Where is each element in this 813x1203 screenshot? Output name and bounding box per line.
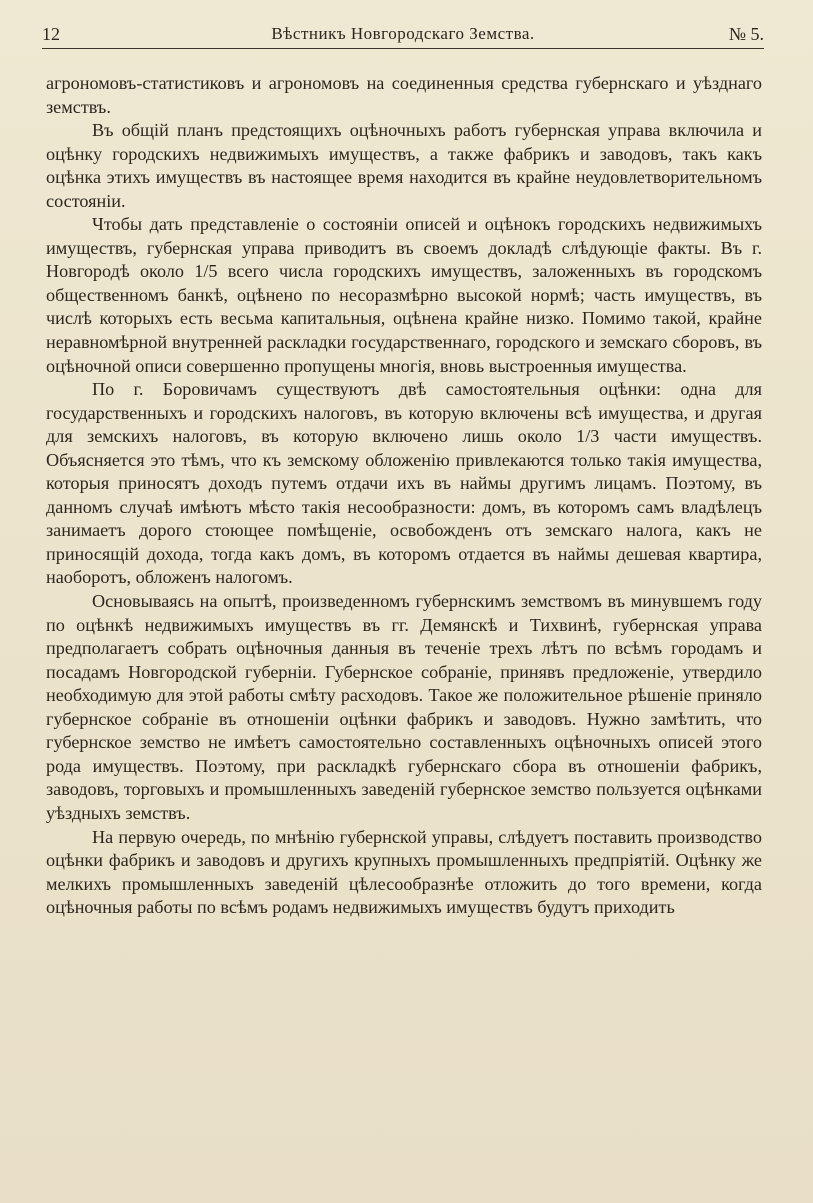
paragraph: По г. Боровичамъ существуютъ двѣ самостоятельныя оцѣнки: одна для государственныхъ и городскихъ налоговъ, въ которую включены всѣ имущества, и другая для земскихъ налоговъ, въ которую включено лишь около 1/3 части имуществъ. Объясняется это тѣмъ, что къ земскому обложенію привлекаются только такія имущества, которыя приносятъ доходъ путемъ отдачи ихъ въ наймы другимъ лицамъ. Поэтому, въ данномъ случаѣ имѣютъ мѣсто такія несообразности: домъ, въ которомъ самъ владѣлецъ занимаетъ дорого стоющее помѣщеніе, освобожденъ отъ земскаго налога, какъ не приносящій дохода, тогда какъ домъ, въ которомъ отдается въ наймы дешевая квартира, наоборотъ, обложенъ налогомъ. bbox=[46, 379, 762, 588]
header-rule bbox=[42, 48, 764, 49]
running-head bbox=[42, 22, 764, 46]
paragraph: Основываясь на опытѣ, произведенномъ губернскимъ земствомъ въ минувшемъ году по оцѣнкѣ недвижимыхъ имуществъ въ гг. Демянскѣ и Тихвинѣ, губернская управа предполагаетъ собрать оцѣночныя данныя въ теченіе трехъ лѣтъ по всѣмъ городамъ и посадамъ Новгородской губерніи. Губернское собраніе, принявъ предложеніе, утвердило необходимую для этой работы смѣту расходовъ. Такое же положительное рѣшеніе приняло губернское собраніе въ отношеніи оцѣнки фабрикъ и заводовъ. Нужно замѣтить, что губернское земство не имѣетъ самостоятельно составленныхъ оцѣночныхъ описей этого рода имуществъ. Поэтому, при раскладкѣ губернскаго сбора въ отношеніи фабрикъ, заводовъ, торговыхъ и промышленныхъ заведеній губернское земство пользуется оцѣнками уѣздныхъ земствъ. bbox=[46, 591, 762, 823]
paragraph: На первую очередь, по мнѣнію губернской управы, слѣдуетъ поставить производство оцѣнки фабрикъ и заводовъ и другихъ крупныхъ промышленныхъ предпріятій. Оцѣнку же мелкихъ промышленныхъ заведеній цѣлесообразнѣе отложить до того времени, когда оцѣночныя работы по всѣмъ родамъ недвижимыхъ имуществъ будутъ приходить bbox=[46, 826, 762, 918]
page-number: 12 bbox=[42, 24, 60, 44]
journal-title: Вѣстникъ Новгородскаго Земства. bbox=[271, 24, 535, 43]
paragraph: Чтобы дать представленіе о состояніи описей и оцѣнокъ городскихъ недвижимыхъ имуществъ, губернская управа приводитъ въ своемъ докладѣ слѣдующіе факты. Въ г. Новгородѣ около 1/5 всего числа городскихъ имуществъ, заложенныхъ въ городскомъ общественномъ банкѣ, оцѣнено по несоразмѣрно высокой нормѣ; часть имуществъ, въ числѣ которыхъ есть весьма капитальныя, оцѣнена крайне низко. Помимо такой, крайне неравномѣрной внутренней раскладки государственнаго, городского и земскаго сборовъ, въ оцѣночной описи совершенно пропущены многія, вновь выстроенныя имущества. bbox=[46, 214, 762, 376]
issue-number: № 5. bbox=[728, 24, 764, 44]
paragraph-continued: агрономовъ-статистиковъ и агрономовъ на соединенныя средства губернскаго и уѣзднаго земствъ. bbox=[46, 73, 762, 117]
paragraph: Въ общій планъ предстоящихъ оцѣночныхъ работъ губернская управа включила и оцѣнку городскихъ недвижимыхъ имуществъ, а также фабрикъ и заводовъ, такъ какъ оцѣнка этихъ имуществъ въ настоящее время находится въ крайне неудовлетворительномъ состояніи. bbox=[46, 120, 762, 211]
article-body bbox=[46, 72, 762, 920]
